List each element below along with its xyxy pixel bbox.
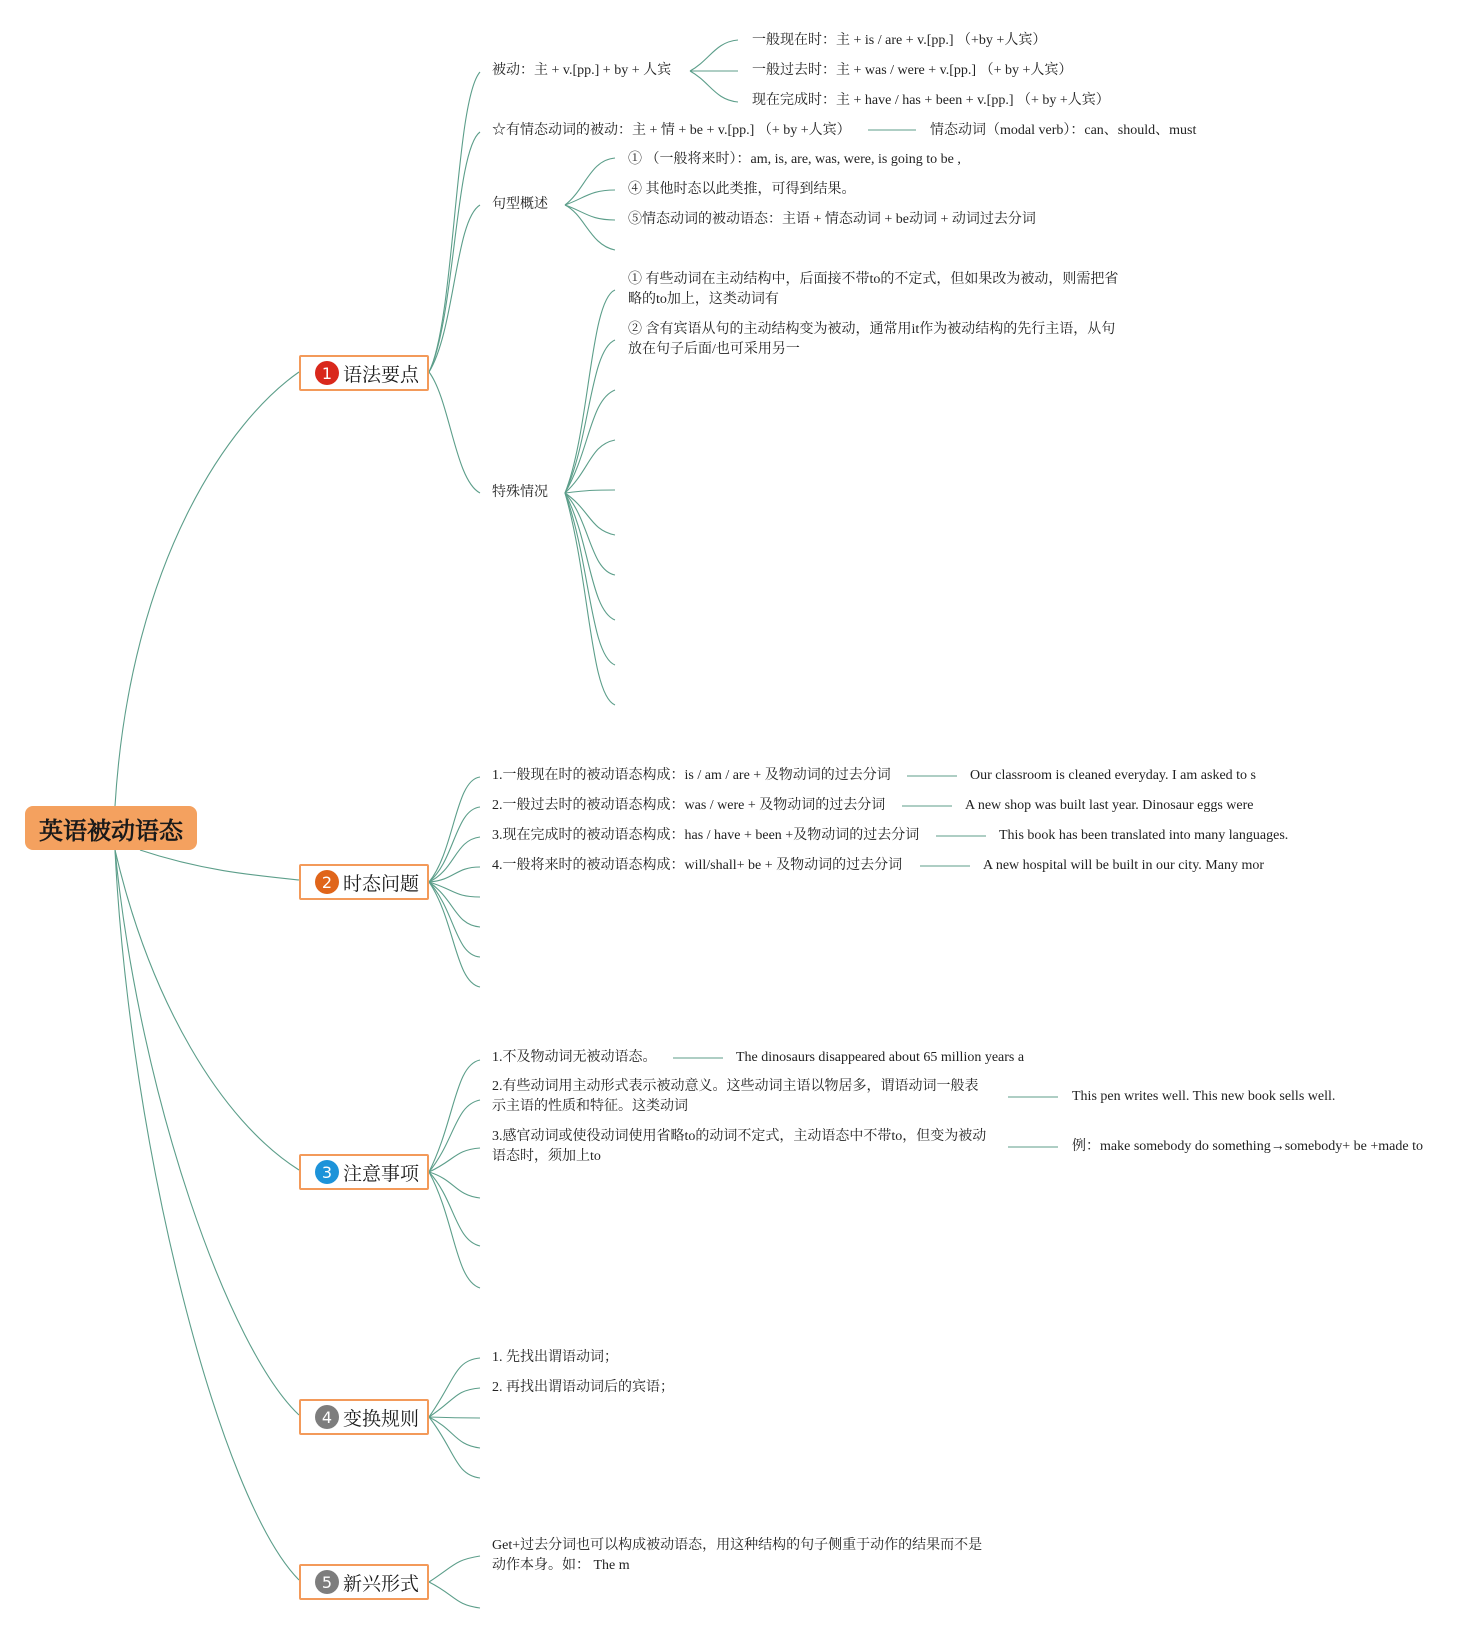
branch-tense[interactable] bbox=[299, 864, 429, 900]
pattern-item[interactable]: ① （一般将来时）：am, is, are, was, were, is going to be , bbox=[628, 152, 961, 167]
note-example[interactable]: This pen writes well. This new book sells well. bbox=[1072, 1089, 1336, 1104]
tense-rule[interactable]: 1.一般现在时的被动语态构成：is / am / are + 及物动词的过去分词 bbox=[492, 768, 891, 783]
passive-formula[interactable]: 被动：主 + v.[pp.] + by + 人宾 bbox=[492, 63, 672, 78]
branch-label: 时态问题 bbox=[343, 872, 420, 895]
emerging-text[interactable]: Get+过去分词也可以构成被动语态，用这种结构的句子侧重于动作的结果而不是动作本身。如： The m bbox=[492, 1538, 983, 1573]
badge-2: 2 bbox=[315, 870, 339, 894]
pattern-item[interactable]: ⑤情态动词的被动语态：主语 + 情态动词 + be动词 + 动词过去分词 bbox=[628, 212, 1036, 227]
branch-label: 变换规则 bbox=[343, 1407, 420, 1430]
tense-rule[interactable]: 2.一般过去时的被动语态构成：was / were + 及物动词的过去分词 bbox=[492, 798, 886, 813]
tense-example[interactable]: A new shop was built last year. Dinosaur eggs were bbox=[965, 798, 1254, 813]
note-rule[interactable]: 1.不及物动词无被动语态。 bbox=[492, 1050, 657, 1065]
branch-label: 语法要点 bbox=[343, 363, 420, 386]
note-example[interactable]: The dinosaurs disappeared about 65 million years a bbox=[736, 1050, 1025, 1065]
branch-label: 注意事项 bbox=[343, 1162, 420, 1185]
tense-rule[interactable]: 3.现在完成时的被动语态构成：has / have + been +及物动词的过去分词 bbox=[492, 828, 920, 843]
branch-transform[interactable] bbox=[299, 1399, 429, 1435]
tense-rule[interactable]: 4.一般将来时的被动语态构成：will/shall+ be + 及物动词的过去分词 bbox=[492, 858, 903, 873]
transform-step[interactable]: 1. 先找出谓语动词； bbox=[492, 1350, 618, 1365]
note-rule[interactable]: 3.感官动词或使役动词使用省略to的动词不定式，主动语态中不带to，但变为被动语态时，须加上to bbox=[492, 1129, 987, 1164]
transform-step[interactable]: 2. 再找出谓语动词后的宾语； bbox=[492, 1380, 674, 1395]
pattern-item[interactable]: ④ 其他时态以此类推，可得到结果。 bbox=[628, 182, 856, 197]
special-item[interactable]: ① 有些动词在主动结构中，后面接不带to的不定式，但如果改为被动，则需把省略的to加上，这类动词有 bbox=[628, 272, 1119, 307]
tense-example[interactable]: This book has been translated into many languages. bbox=[999, 828, 1289, 843]
tense-past[interactable]: 一般过去时：主 + was / were + v.[pp.] （+ by +人宾） bbox=[752, 63, 1073, 78]
badge-4: 4 bbox=[315, 1405, 339, 1429]
note-example[interactable]: 例：make somebody do something→somebody+ be +made to bbox=[1072, 1139, 1423, 1154]
patterns-label[interactable]: 句型概述 bbox=[492, 197, 548, 212]
tense-example[interactable]: Our classroom is cleaned everyday. I am asked to s bbox=[970, 768, 1256, 783]
special-item[interactable]: ② 含有宾语从句的主动结构变为被动，通常用it作为被动结构的先行主语，从句放在句子后面/也可采用另一 bbox=[628, 322, 1116, 357]
special-label[interactable]: 特殊情况 bbox=[492, 485, 548, 500]
note-rule[interactable]: 2.有些动词用主动形式表示被动意义。这些动词主语以物居多，谓语动词一般表示主语的性质和特征。这类动词 bbox=[492, 1079, 979, 1114]
tense-example[interactable]: A new hospital will be built in our city. Many mor bbox=[983, 858, 1265, 873]
branch-emerging[interactable] bbox=[299, 1564, 429, 1600]
tense-present[interactable]: 一般现在时：主 + is / are + v.[pp.] （+by +人宾） bbox=[752, 33, 1047, 48]
branch-notes[interactable] bbox=[299, 1154, 429, 1190]
branch-label: 新兴形式 bbox=[343, 1572, 420, 1595]
modal-passive[interactable]: ☆有情态动词的被动：主 + 情 + be + v.[pp.] （+ by +人宾） bbox=[492, 123, 851, 138]
badge-1: 1 bbox=[315, 361, 339, 385]
modal-note[interactable]: 情态动词（modal verb）：can、should、must bbox=[930, 123, 1197, 138]
branch-grammar[interactable] bbox=[299, 355, 429, 391]
tense-perfect[interactable]: 现在完成时：主 + have / has + been + v.[pp.] （+ by +人宾） bbox=[752, 93, 1110, 108]
root-node[interactable]: 英语被动语态 bbox=[25, 806, 197, 850]
badge-3: 3 bbox=[315, 1160, 339, 1184]
badge-5: 5 bbox=[315, 1570, 339, 1594]
